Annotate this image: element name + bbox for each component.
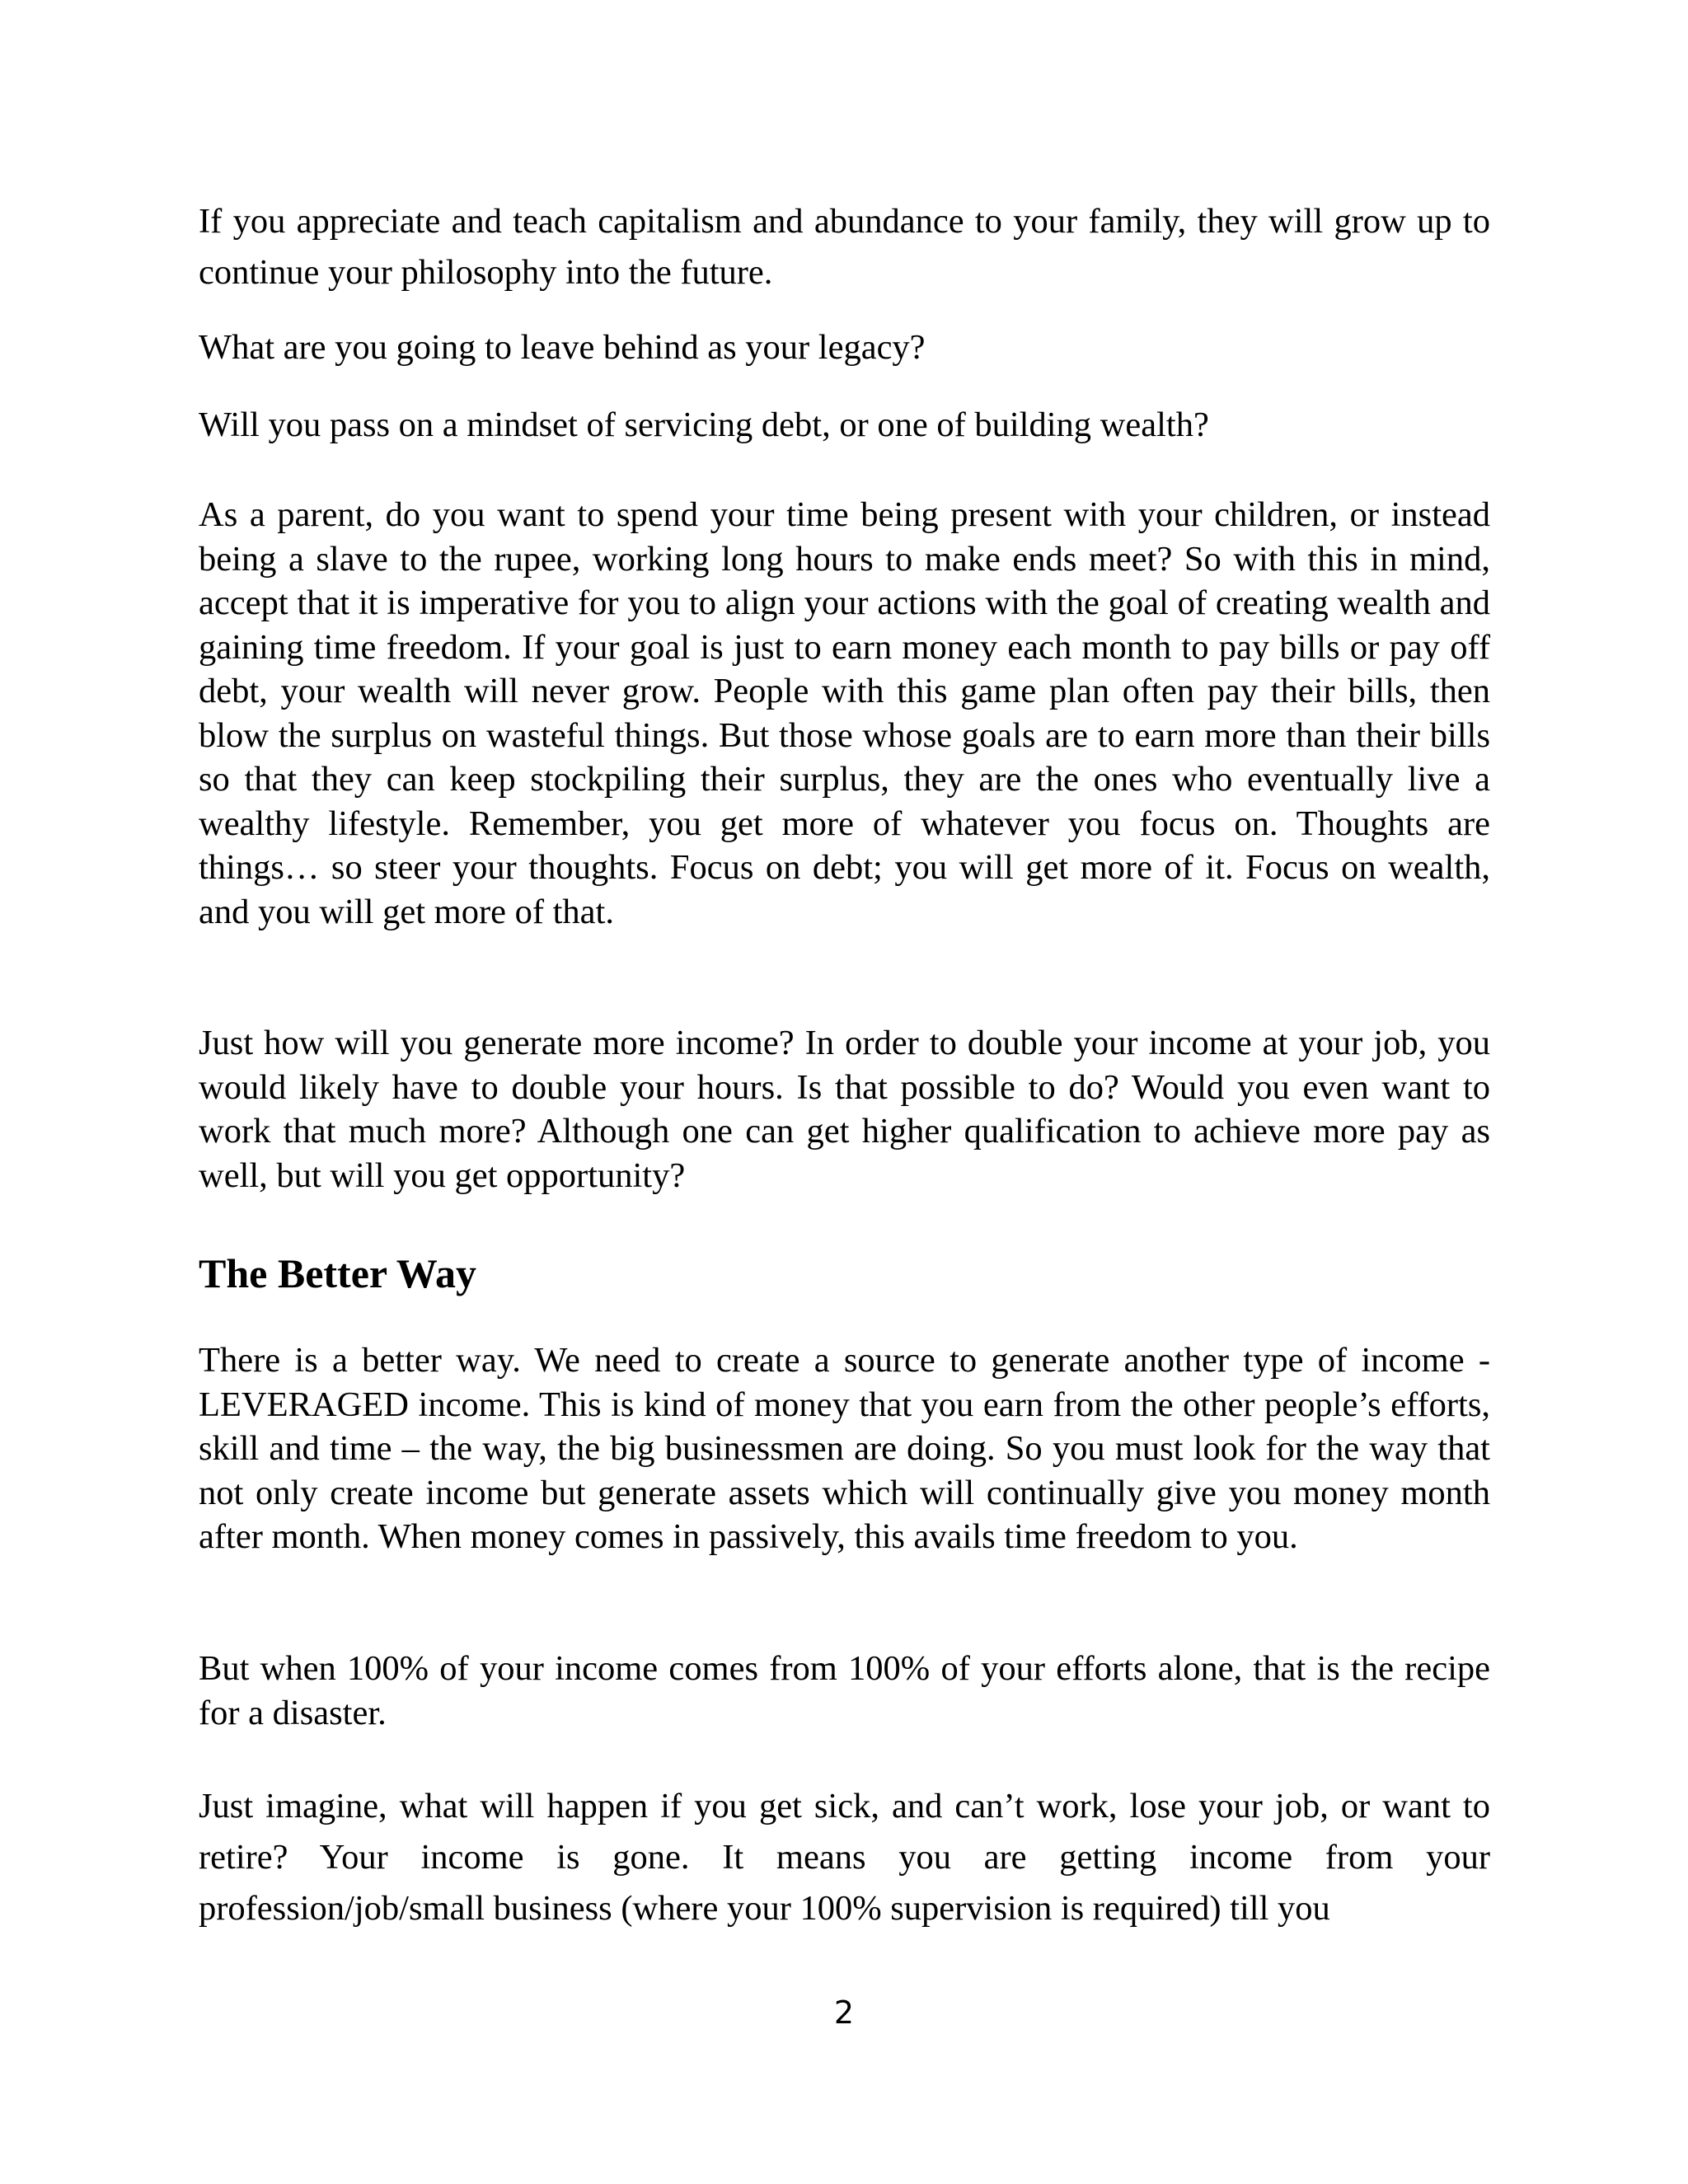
paragraph-generate-income: Just how will you generate more income? In order to double your income at your job, you would likely have to double your hours. Is that possible to do? Would you even want to work that much more? Although one can get higher qualification to achieve more pay as well, but will you get opportunity? xyxy=(199,1024,1490,1195)
paragraph-leveraged-income: There is a better way. We need to create a source to generate another type of income - LEVERAGED income. This is kind of money that you earn from the other people’s efforts, skill and time – the way, the big businessmen are doing. So you must look for the way that not only create income but generate assets which will continually give you money month after month. When money comes in passively, this avails time freedom to you. xyxy=(199,1341,1490,1556)
paragraph-legacy-question: What are you going to leave behind as your legacy? xyxy=(199,328,926,367)
paragraph-recipe-disaster: But when 100% of your income comes from 100% of your efforts alone, that is the recipe for a disaster. xyxy=(199,1649,1490,1732)
paragraph-capitalism-family: If you appreciate and teach capitalism and abundance to your family, they will grow up to continue your philosophy into the future. xyxy=(199,202,1490,292)
page-number: 2 xyxy=(833,1994,855,2031)
paragraph-imagine-sick: Just imagine, what will happen if you get sick, and can’t work, lose your job, or want to retire? Your income is gone. It means you are getting income from your profession/job/small business (where your 100% supervision is required) till you xyxy=(199,1787,1490,1928)
paragraph-mindset-question: Will you pass on a mindset of servicing debt, or one of building wealth? xyxy=(199,405,1209,444)
paragraph-parent-wealth: As a parent, do you want to spend your time being present with your children, or instead being a slave to the rupee, working long hours to make ends meet? So with this in mind, accept that it is imperative for you to align your actions with the goal of creating wealth and gaining time freedom. If your goal is just to earn money each month to pay bills or pay off debt, your wealth will never grow. People with this game plan often pay their bills, then blow the surplus on wasteful things. But those whose goals are to earn more than their bills so that they can keep stockpiling their surplus, they are the ones who eventually live a wealthy lifestyle. Remember, you get more of whatever you focus on. Thoughts are things… so steer your thoughts. Focus on debt; you will get more of it. Focus on wealth, and you will get more of that. xyxy=(199,495,1490,931)
section-heading-better-way: The Better Way xyxy=(199,1250,477,1296)
